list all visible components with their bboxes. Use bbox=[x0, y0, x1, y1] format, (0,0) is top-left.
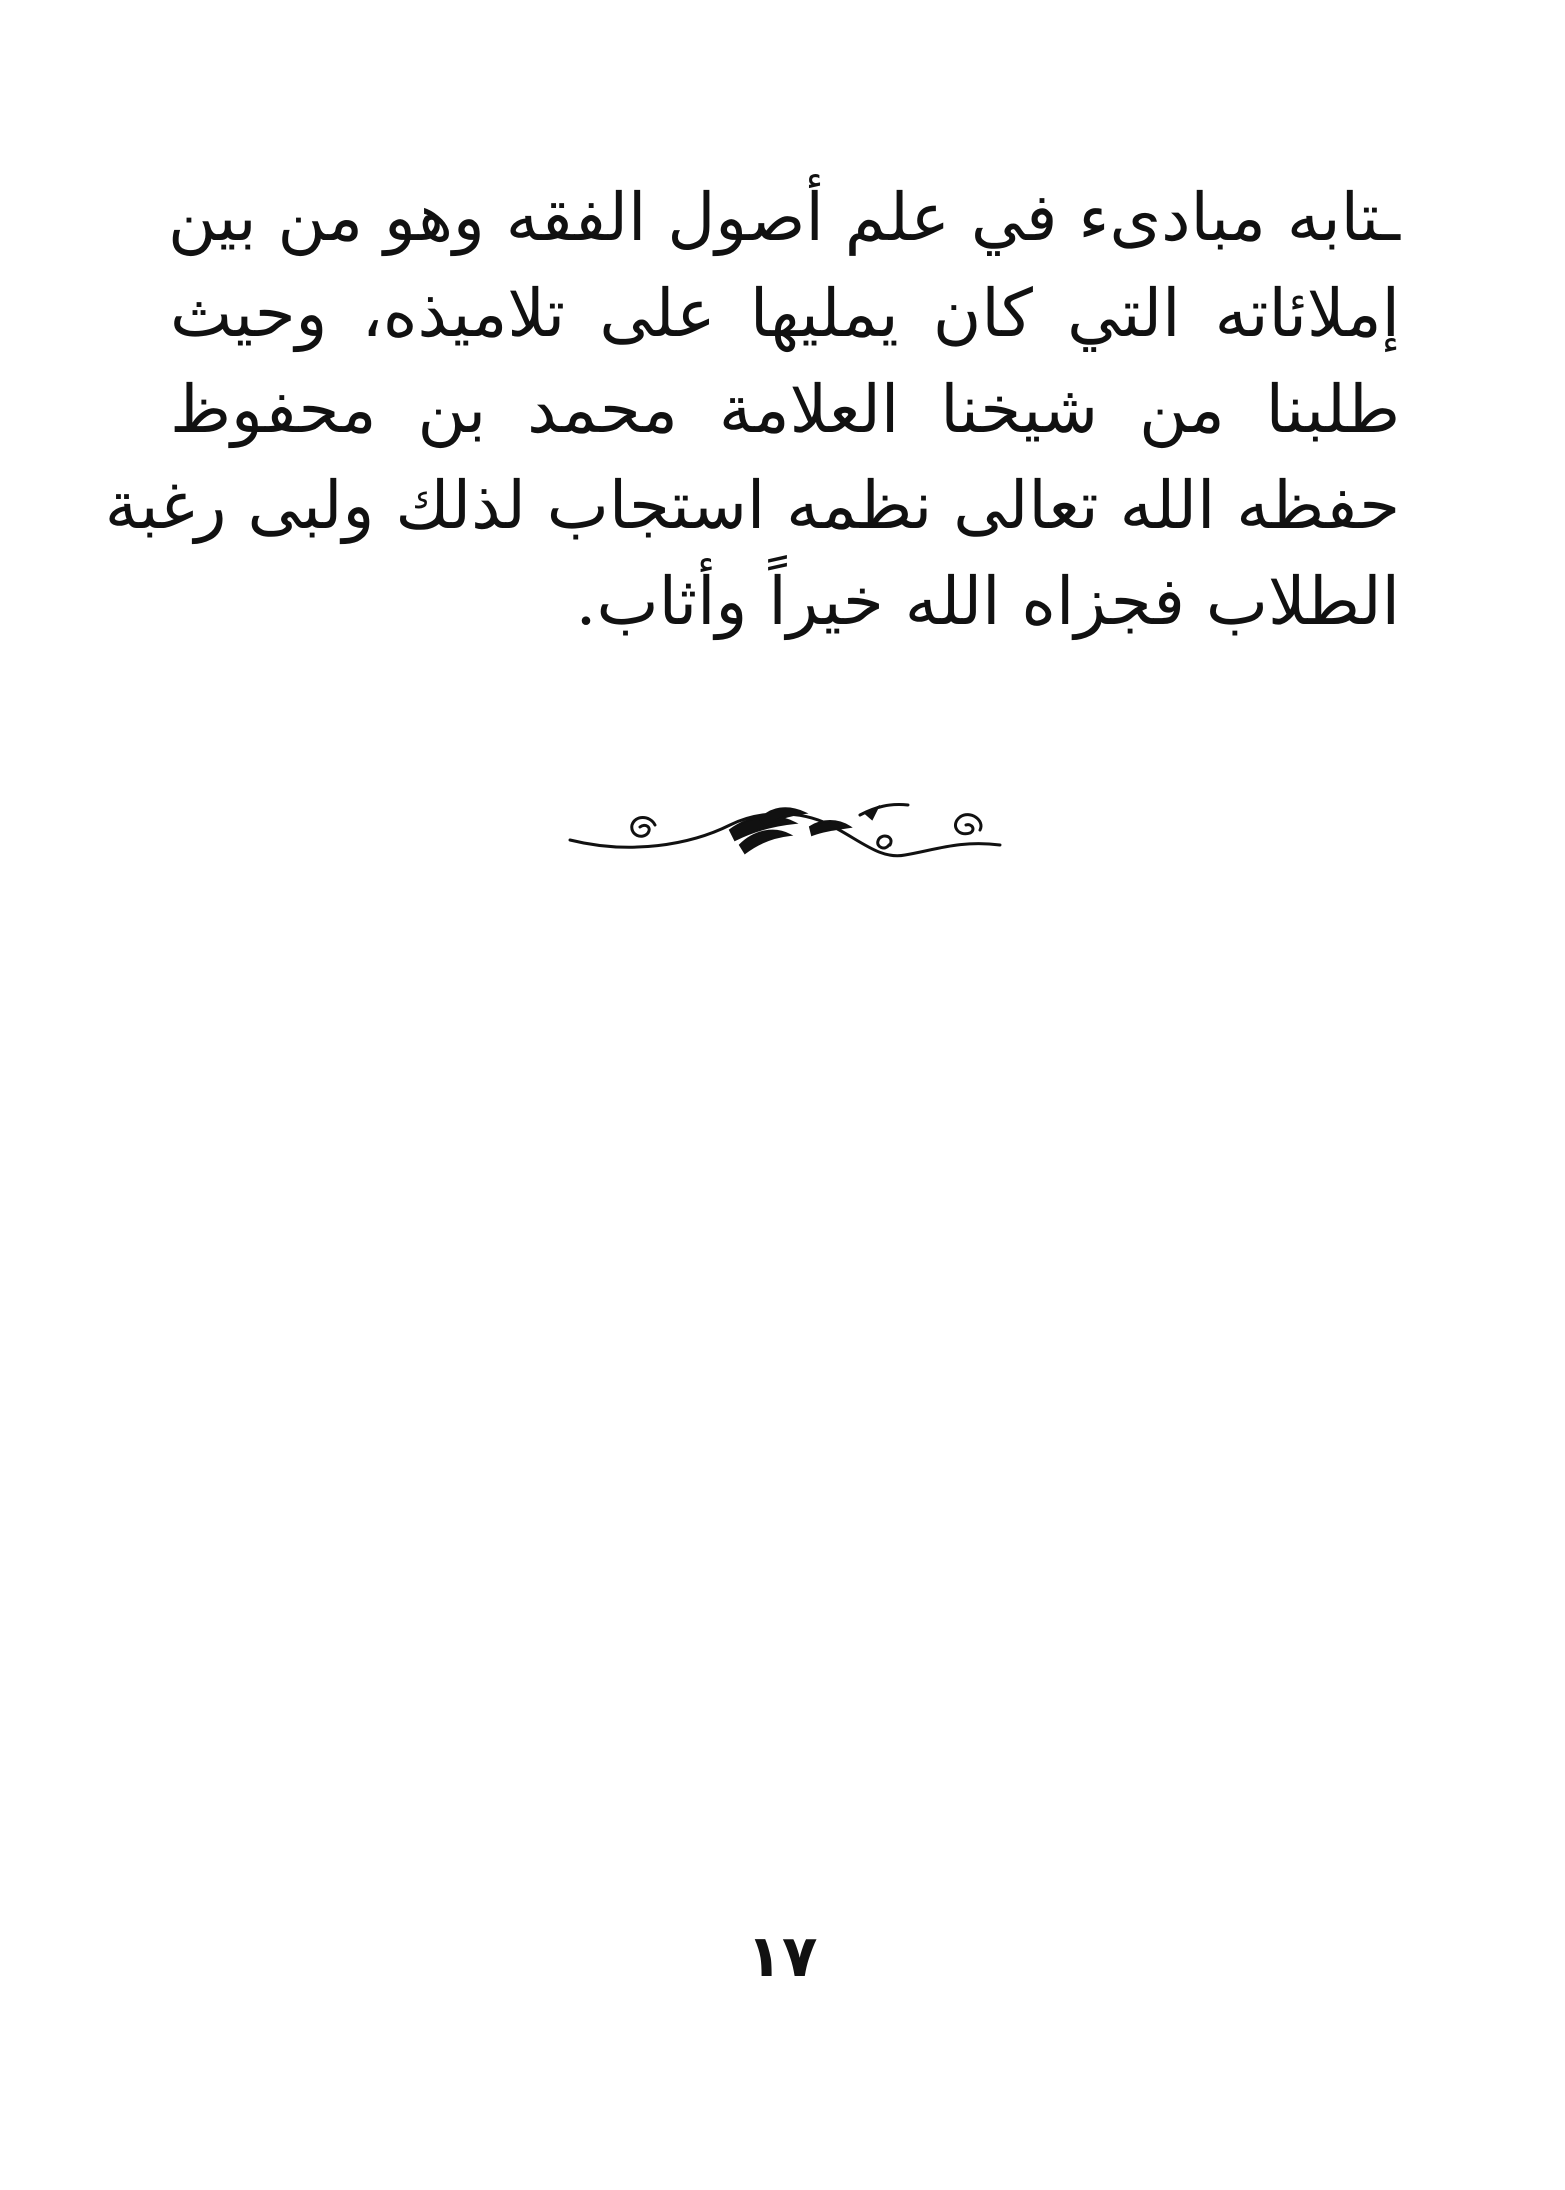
text-line-5: الطلاب فجزاه الله خيراً وأثاب. bbox=[575, 563, 1400, 640]
floral-divider-icon bbox=[560, 785, 1010, 885]
text-line-1: ـتابه مبادىء في علم أصول الفقه وهو من بين bbox=[167, 179, 1400, 256]
text-line-3: طلبنا من شيخنا العلامة محمد بن محفوظ bbox=[170, 371, 1400, 448]
page-number: ١٧ bbox=[746, 1922, 818, 1990]
text-line-4: حفظه الله تعالى نظمه استجاب لذلك ولبى رغبة bbox=[104, 467, 1400, 544]
text-line-2: إملائاته التي كان يمليها على تلاميذه، وحيث bbox=[170, 275, 1400, 352]
body-text bbox=[104, 170, 1400, 650]
